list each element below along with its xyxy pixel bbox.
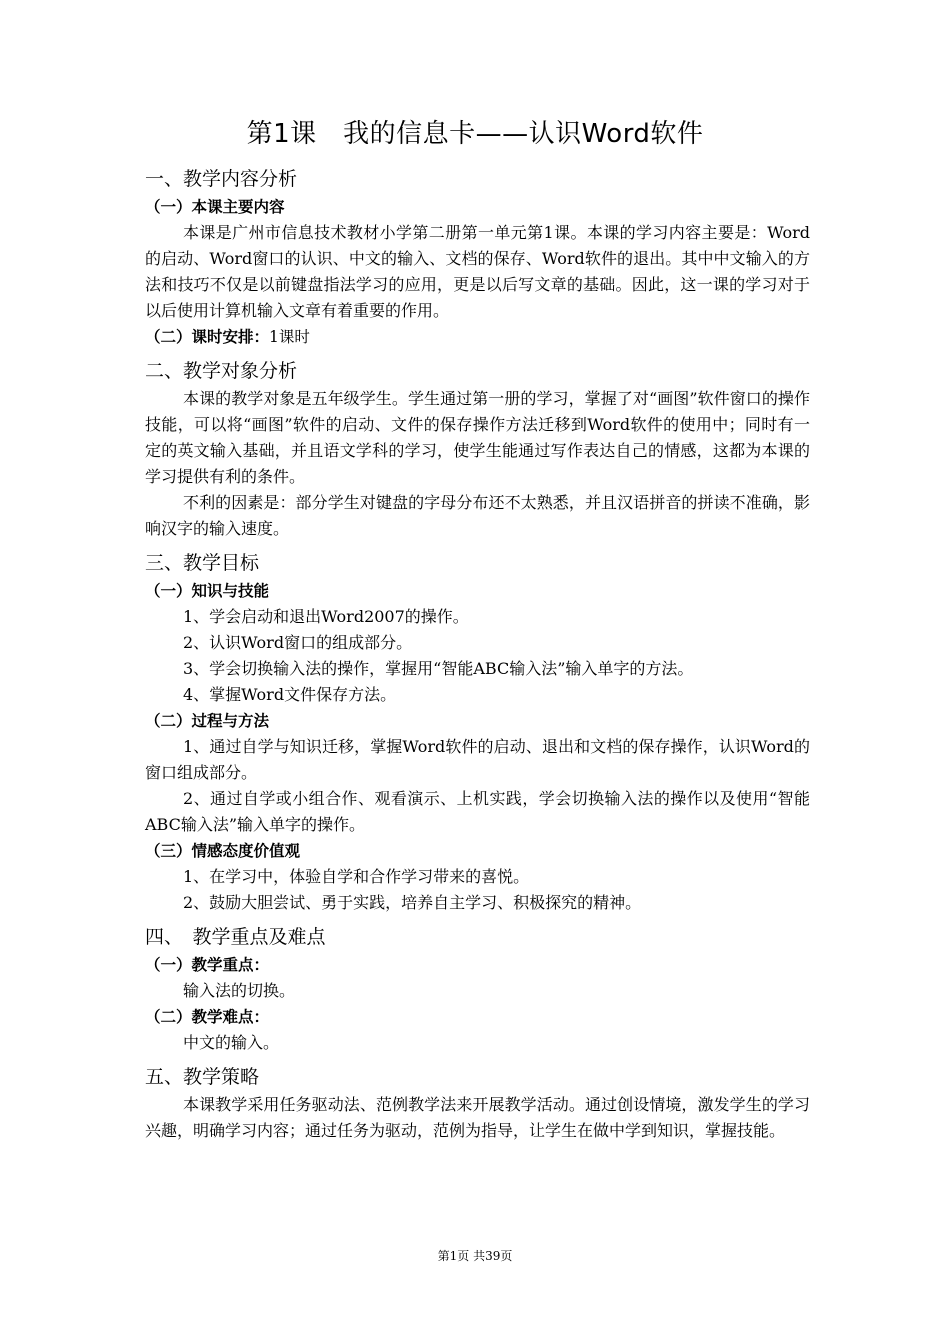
document-body [145, 164, 810, 1144]
subheading-knowledge-skills: （一）知识与技能 [145, 582, 270, 600]
paragraph-strategy: 本课教学采用任务驱动法、范例教学法来开展教学活动。通过创设情境，激发学生的学习兴趣，明确学习内容；通过任务为驱动，范例为指导，让学生在做中学到知识，掌握技能。 [145, 1095, 810, 1140]
section-heading-key-points: 四、 教学重点及难点 [145, 926, 326, 948]
difficulty-text: 中文的输入。 [183, 1033, 280, 1052]
subheading-attitude-values: （三）情感态度价值观 [145, 842, 301, 860]
paragraph-main-content: 本课是广州市信息技术教材小学第二册第一单元第1课。本课的学习内容主要是：Word的启动、Word窗口的认识、中文的输入、文档的保存、Word软件的退出。其中中文输入的方法和技巧不仅是以前键盘指法学习的应用，更是以后写文章的基础。因此，这一课的学习对于以后使用计算机输入文章有着重要的作用。 [145, 223, 810, 320]
paragraph-process-2: 2、通过自学或小组合作、观看演示、上机实践，学会切换输入法的操作以及使用“智能ABC输入法”输入单字的操作。 [145, 789, 810, 834]
subheading-main-content: （一）本课主要内容 [145, 198, 285, 216]
list-item: 2、认识Word窗口的组成部分。 [183, 633, 413, 652]
section-heading-content-analysis: 一、教学内容分析 [145, 168, 298, 190]
subheading-process-methods: （二）过程与方法 [145, 712, 270, 730]
subheading-difficulty: （二）教学难点： [145, 1008, 270, 1026]
section-heading-student-analysis: 二、教学对象分析 [145, 360, 298, 382]
section-heading-objectives: 三、教学目标 [145, 552, 260, 574]
list-item: 4、掌握Word文件保存方法。 [183, 685, 397, 704]
key-point-text: 输入法的切换。 [183, 981, 296, 1000]
list-item: 1、学会启动和退出Word2007的操作。 [183, 607, 469, 626]
paragraph-unfavorable-factors: 不利的因素是：部分学生对键盘的字母分布还不太熟悉，并且汉语拼音的拼读不准确，影响汉字的输入速度。 [145, 493, 810, 538]
class-hours-label: （二）课时安排： [145, 328, 270, 346]
list-item: 2、鼓励大胆尝试、勇于实践，培养自主学习、积极探究的精神。 [183, 893, 642, 912]
section-heading-strategy: 五、教学策略 [145, 1066, 260, 1088]
subheading-key-point: （一）教学重点： [145, 956, 270, 974]
class-hours-value: 1课时 [269, 328, 310, 346]
paragraph-student-analysis: 本课的教学对象是五年级学生。学生通过第一册的学习，掌握了对“画图”软件窗口的操作技能，可以将“画图”软件的启动、文件的保存操作方法迁移到Word软件的使用中；同时有一定的英文输入基础，并且语文学科的学习，使学生能通过写作表达自己的情感，这都为本课的学习提供有利的条件。 [145, 389, 810, 486]
page-footer: 第1页 共39页 [437, 1249, 513, 1263]
document-title: 第1课 我的信息卡——认识Word软件 [246, 119, 704, 149]
paragraph-process-1: 1、通过自学与知识迁移，掌握Word软件的启动、退出和文档的保存操作，认识Word的窗口组成部分。 [145, 737, 810, 782]
list-item: 1、在学习中，体验自学和合作学习带来的喜悦。 [183, 867, 530, 886]
subheading-class-hours [145, 324, 810, 350]
list-item: 3、学会切换输入法的操作，掌握用“智能ABC输入法”输入单字的方法。 [183, 659, 694, 678]
